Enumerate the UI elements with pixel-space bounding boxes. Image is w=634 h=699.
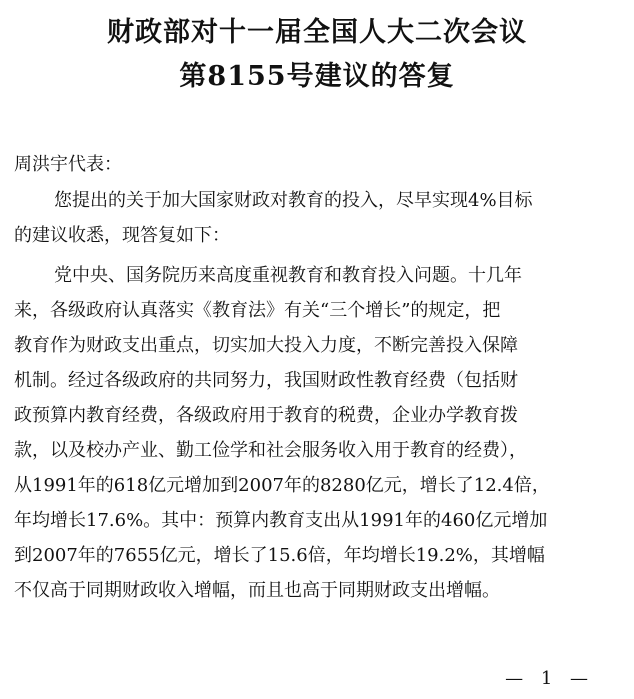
paragraph-2-line: 党中央、国务院历来高度重视教育和教育投入问题。十几年 xyxy=(54,265,522,286)
paragraph-2-line: 到2007年的7655亿元，增长了15.6倍，年均增长19.2%，其增幅 xyxy=(14,545,545,566)
paragraph-2-line: 不仅高于同期财政收入增幅，而且也高于同期财政支出增幅。 xyxy=(14,580,500,601)
paragraph-2-line: 机制。经过各级政府的共同努力，我国财政性教育经费（包括财 xyxy=(14,370,518,391)
paragraph-2-line: 年均增长17.6%。其中：预算内教育支出从1991年的460亿元增加 xyxy=(14,510,548,531)
paragraph-1 xyxy=(14,183,620,253)
paragraph-2-line: 教育作为财政支出重点，切实加大投入力度，不断完善投入保障 xyxy=(14,335,518,356)
paragraph-2-line: 政预算内教育经费，各级政府用于教育的税费，企业办学教育拨 xyxy=(14,405,518,426)
salutation: 周洪宇代表： xyxy=(14,154,122,175)
page-number: — 1 — xyxy=(505,668,594,689)
document-title-line-1: 财政部对十一届全国人大二次会议 xyxy=(107,17,527,48)
document-title-line-2: 第8155号建议的答复 xyxy=(179,61,455,92)
paragraph-2-line: 从1991年的618亿元增加到2007年的8280亿元，增长了12.4倍， xyxy=(14,475,550,496)
paragraph-2 xyxy=(14,258,620,608)
paragraph-2-line: 款，以及校办产业、勤工俭学和社会服务收入用于教育的经费）， xyxy=(14,440,527,461)
paragraph-1-line: 的建议收悉，现答复如下： xyxy=(14,225,230,246)
paragraph-1-line: 您提出的关于加大国家财政对教育的投入，尽早实现4%目标 xyxy=(54,190,533,211)
paragraph-2-line: 来，各级政府认真落实《教育法》有关“三个增长”的规定，把 xyxy=(14,300,501,321)
